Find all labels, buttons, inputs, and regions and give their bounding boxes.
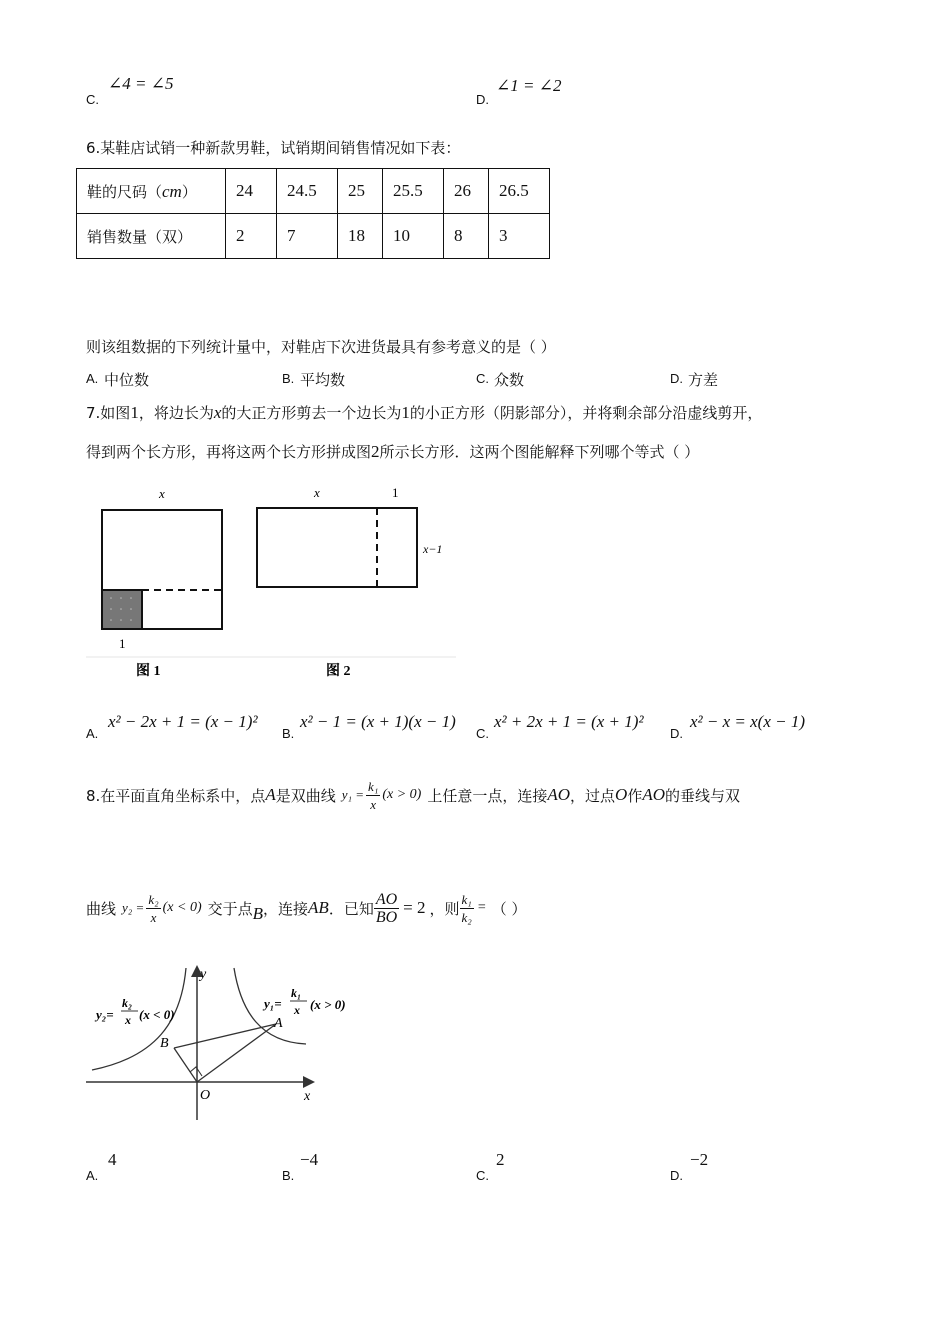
q8-xden: x <box>370 796 377 812</box>
table-cell: 2 <box>226 214 277 259</box>
q8-var: B <box>252 904 264 923</box>
q8-graph <box>86 962 386 1124</box>
sales-table <box>76 168 550 259</box>
size-header: 鞋的尺码（ <box>87 182 163 201</box>
q8-fraction-k2 <box>146 891 160 926</box>
fig1-top-label: x <box>159 486 165 501</box>
left-curve-cond: (x < 0) <box>139 1007 175 1022</box>
q6-option-b-text: 平均数 <box>300 371 346 389</box>
y-axis-label: y <box>200 967 207 982</box>
fig1-caption: 图 1 <box>136 664 161 679</box>
q8-text: 的垂线与双 <box>665 786 741 805</box>
q6-stem: 6.某鞋店试销一种新款男鞋，试销期间销售情况如下表： <box>86 139 461 157</box>
fig2-top-label-x: x <box>314 485 320 500</box>
q8-text: 是双曲线 <box>275 786 336 805</box>
table-cell: 24.5 <box>277 169 338 214</box>
table-cell: 24 <box>226 169 277 214</box>
q7-text: 的大正方形剪去一个边长为 <box>221 404 402 422</box>
q8-eq2: = 2 <box>403 898 426 917</box>
left-curve-x: x <box>125 1013 131 1027</box>
q8-text: ．已知 <box>328 899 374 918</box>
fig2-rectangle <box>257 508 417 587</box>
q7-option-a-expr: x² − 2x + 1 = (x − 1)² <box>108 712 258 731</box>
q8-text: 上任意一点，连接 <box>427 786 548 805</box>
q7-num: 1 <box>401 403 410 422</box>
table-cell: 25 <box>338 169 383 214</box>
right-curve-k: k₁ <box>291 986 302 1000</box>
q8-var: AO <box>642 785 666 804</box>
q8-option-c-value: 2 <box>496 1150 505 1169</box>
q7-text: 得到两个长方形，再将这两个长方形拼成图 <box>86 443 372 461</box>
right-curve-cond: (x > 0) <box>310 997 346 1012</box>
q8-var: AB <box>308 898 329 917</box>
q8-xden: x <box>150 909 157 925</box>
q7-option-c-expr: x² + 2x + 1 = (x + 1)² <box>494 712 644 731</box>
q8-var: A <box>265 785 276 804</box>
q5-option-d-label: D. <box>476 92 489 107</box>
q8-option-b-value: −4 <box>300 1150 319 1169</box>
q8-option-d-label: D. <box>670 1168 683 1183</box>
q8-option-b-label: B. <box>282 1168 295 1183</box>
table-cell: 25.5 <box>383 169 444 214</box>
size-header-cell <box>77 169 226 214</box>
q8-text: ，连接 <box>263 899 309 918</box>
fig1-bottom-label: 1 <box>119 636 126 651</box>
q7-line1 <box>86 402 762 423</box>
q8-var: AO <box>547 785 571 804</box>
q7-line2 <box>86 441 699 462</box>
point-a-label: A <box>274 1016 283 1031</box>
q8-ao: AO <box>375 890 398 908</box>
q7-num: 2 <box>371 442 380 461</box>
table-cell: 10 <box>383 214 444 259</box>
q6-question: 则该组数据的下列统计量中，对鞋店下次进货最具有参考意义的是（ ） <box>86 338 556 356</box>
left-curve-k: k₂ <box>122 996 133 1010</box>
q8-text: ，过点 <box>570 786 616 805</box>
q6-option-c-text: 众数 <box>494 371 525 389</box>
q7-option-b-label: B. <box>282 726 295 741</box>
q8-cond1: (x > 0) <box>382 787 422 802</box>
q8-option-a-value: 4 <box>108 1150 117 1169</box>
size-header-end: ） <box>181 182 197 201</box>
q8-line1 <box>86 770 740 820</box>
q7-text: 7.如图 <box>86 404 131 422</box>
q8-option-c-label: C. <box>476 1168 489 1183</box>
q8-text: ，则 <box>429 899 460 918</box>
q6-option-a-text: 中位数 <box>104 371 150 389</box>
q7-option-d-expr: x² − x = x(x − 1) <box>690 712 806 731</box>
q7-figure <box>86 480 466 680</box>
fig2-top-label-1: 1 <box>392 485 399 500</box>
q8-text: 曲线 <box>86 899 117 918</box>
q6-option-d-text: 方差 <box>688 371 719 389</box>
table-cell: 26.5 <box>489 169 550 214</box>
q8-bo: BO <box>375 908 398 926</box>
q6-option-a-label: A. <box>86 371 99 386</box>
q8-k1: k₁ <box>368 778 379 794</box>
q8-k1: k₁ <box>461 891 472 907</box>
size-unit: cm <box>162 181 182 201</box>
q8-fraction-ao-bo <box>374 891 399 926</box>
right-curve-y: y₁= <box>264 996 282 1011</box>
q8-cond2: (x < 0) <box>162 900 202 915</box>
q5-option-d-expr: ∠1 = ∠2 <box>496 76 562 95</box>
table-cell: 7 <box>277 214 338 259</box>
q8-eq: = <box>477 900 486 915</box>
q8-option-d-value: −2 <box>690 1150 709 1169</box>
q6-option-c-label: C. <box>476 371 489 386</box>
q8-y1: y₁ = <box>341 787 365 802</box>
table-cell: 26 <box>444 169 489 214</box>
left-curve-y: y₂= <box>96 1007 114 1022</box>
q8-var: O <box>615 785 628 804</box>
q8-k2: k₂ <box>148 891 159 907</box>
q8-text: 作 <box>627 786 643 805</box>
origin-label: O <box>200 1088 211 1103</box>
segment-ob <box>174 1048 197 1082</box>
table-row <box>77 214 550 259</box>
table-cell: 8 <box>444 214 489 259</box>
q7-option-a-label: A. <box>86 726 99 741</box>
q8-option-a-label: A. <box>86 1168 99 1183</box>
table-row <box>77 169 550 214</box>
q8-y2: y₂ = <box>122 900 145 915</box>
q7-text: 所示长方形．这两个图能解释下列哪个等式（ ） <box>379 443 700 461</box>
point-b-label: B <box>160 1036 169 1051</box>
q7-text: ，将边长为 <box>138 404 214 422</box>
fig2-side-label: x−1 <box>423 542 443 556</box>
q7-option-d-label: D. <box>670 726 683 741</box>
q6-option-b-label: B. <box>282 371 295 386</box>
q7-num: 1 <box>130 403 139 422</box>
q8-fraction-k1-k2 <box>460 891 474 926</box>
right-curve-x: x <box>294 1003 300 1017</box>
q7-option-c-label: C. <box>476 726 489 741</box>
table-cell: 18 <box>338 214 383 259</box>
q7-text: 的小正方形（阴影部分），并将剩余部分沿虚线剪开， <box>409 404 763 422</box>
q8-line2 <box>86 882 527 934</box>
q5-option-c-label: C. <box>86 92 99 107</box>
q7-var: x <box>213 403 222 422</box>
x-axis-label: x <box>304 1089 311 1104</box>
fig1-shaded-square <box>103 590 142 628</box>
q8-text: 8.在平面直角坐标系中，点 <box>86 786 266 805</box>
q8-k2: k₂ <box>461 909 472 925</box>
table-cell: 3 <box>489 214 550 259</box>
qty-header: 销售数量（双） <box>77 214 226 259</box>
q7-option-b-expr: x² − 1 = (x + 1)(x − 1) <box>300 712 456 731</box>
q8-paren: （ ） <box>491 899 527 918</box>
q6-option-d-label: D. <box>670 371 683 386</box>
q8-fraction-k1 <box>366 778 380 813</box>
q5-option-c-expr: ∠4 = ∠5 <box>108 74 174 93</box>
q8-text: 交于点 <box>207 899 253 918</box>
fig2-caption: 图 2 <box>326 664 351 679</box>
